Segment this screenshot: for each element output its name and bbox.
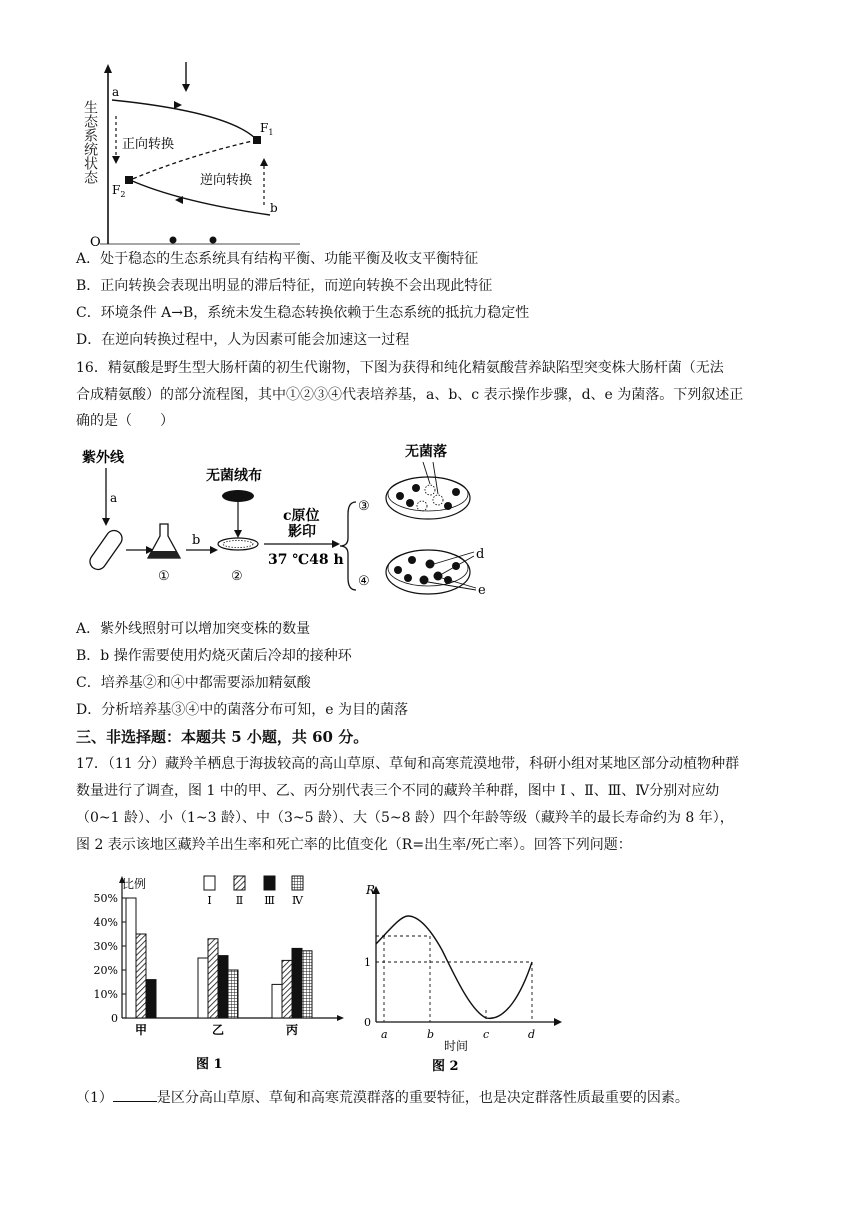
fig1-legend-label: Ⅱ bbox=[235, 894, 244, 907]
uv-label: 紫外线 bbox=[82, 450, 124, 466]
origin-label: O bbox=[90, 235, 101, 246]
q16-option-a: A．紫外线照射可以增加突变株的数量 bbox=[76, 621, 311, 637]
fig1-bar-乙-Ⅱ bbox=[208, 939, 218, 1018]
fig2-title: 图 2 bbox=[432, 1059, 459, 1074]
fig1-bar-甲-Ⅱ bbox=[136, 934, 146, 1018]
fig1-bar-乙-Ⅳ bbox=[228, 970, 238, 1018]
fig2-ylabel: R bbox=[366, 883, 376, 897]
fig1-ylabel: 比例 bbox=[122, 877, 147, 891]
fig1-category-label: 丙 bbox=[285, 1023, 299, 1037]
fig1-legend-swatch bbox=[264, 876, 275, 890]
fig1-ytick: 20% bbox=[93, 964, 118, 977]
fig1-legend-swatch bbox=[292, 876, 303, 890]
fig1-category-label: 甲 bbox=[134, 1023, 148, 1037]
fig2-xtick-a: a bbox=[381, 1028, 388, 1041]
fig1-legend-label: Ⅲ bbox=[264, 894, 275, 907]
medium-4-label: ④ bbox=[358, 574, 370, 589]
q15-option-b: B．正向转换会表现出明显的滞后特征，而逆向转换不会出现此特征 bbox=[76, 278, 493, 294]
step-c-label-2: 影印 bbox=[288, 524, 316, 540]
fig1-category-label: 乙 bbox=[211, 1023, 225, 1037]
fig1-bar-丙-Ⅳ bbox=[302, 951, 312, 1018]
q17-stem-line-4: 图 2 表示该地区藏羚羊出生率和死亡率的比值变化（R=出生率/死亡率）。回答下列问题： bbox=[76, 837, 632, 853]
label-b: b bbox=[270, 201, 278, 215]
answer-blank[interactable] bbox=[113, 1087, 157, 1102]
q16-stem-line-1: 16．精氨酸是野生型大肠杆菌的初生代谢物，下图为获得和纯化精氨酸营养缺陷型突变株大肠杆菌（无法 bbox=[76, 360, 724, 376]
fig1-bar-丙-Ⅲ bbox=[292, 948, 302, 1018]
medium-2-label: ② bbox=[231, 569, 243, 584]
label-a: a bbox=[112, 85, 120, 99]
q16-flow-figure bbox=[78, 440, 508, 610]
section-heading: 三、非选择题：本题共 5 小题，共 60 分。 bbox=[76, 728, 369, 746]
fig1-ytick: 50% bbox=[93, 892, 118, 905]
fig1-bar-丙-Ⅱ bbox=[282, 960, 292, 1018]
q15-option-a: A．处于稳态的生态系统具有结构平衡、功能平衡及收支平衡特征 bbox=[76, 251, 479, 267]
step-c-label-1: c原位 bbox=[283, 508, 320, 524]
no-colony-label: 无菌落 bbox=[405, 444, 447, 460]
step-a-label: a bbox=[110, 491, 118, 505]
velvet-label: 无菌绒布 bbox=[206, 468, 262, 484]
fig2-ytick-1: 1 bbox=[364, 956, 371, 969]
label-f2: $F_2$ bbox=[112, 183, 126, 199]
label-f1: $F_1$ bbox=[260, 121, 274, 137]
q17-stem-line-2: 数量进行了调查，图 1 中的甲、乙、丙分别代表三个不同的藏羚羊种群，图中 Ⅰ 、Ⅱ、Ⅲ、Ⅳ分别对应幼 bbox=[76, 783, 720, 799]
fig1-ytick: 10% bbox=[93, 988, 118, 1001]
colony-e-label: e bbox=[478, 583, 486, 598]
fig1-bar-乙-Ⅲ bbox=[218, 956, 228, 1018]
fig1-title: 图 1 bbox=[196, 1057, 223, 1072]
fig1-legend-label: Ⅰ bbox=[207, 894, 212, 907]
fig1-legend-swatch bbox=[204, 876, 215, 890]
fig1-legend-swatch bbox=[234, 876, 245, 890]
fig1-bar-甲-Ⅰ bbox=[126, 898, 136, 1018]
fig1-bar-乙-Ⅰ bbox=[198, 958, 208, 1018]
q17-stem-line-1: 17．（11 分）藏羚羊栖息于海拔较高的高山草原、草甸和高寒荒漠地带，科研小组对某地区部分动植物种群 bbox=[76, 756, 740, 772]
fig2-xtick-d: d bbox=[528, 1028, 536, 1041]
q16-stem-line-2: 合成精氨酸）的部分流程图，其中①②③④代表培养基，a、b、c 表示操作步骤，d、e 为菌落。下列叙述正 bbox=[76, 387, 744, 403]
q17-sub1-text: 是区分高山草原、草甸和高寒荒漠群落的重要特征，也是决定群落性质最重要的因素。 bbox=[156, 1090, 689, 1106]
fig1-bar-甲-Ⅲ bbox=[146, 980, 156, 1018]
fig1-ytick: 40% bbox=[93, 916, 118, 929]
ecosystem-state-figure bbox=[70, 60, 300, 246]
r-curve bbox=[376, 916, 532, 1018]
q16-option-c: C．培养基②和④中都需要添加精氨酸 bbox=[76, 675, 311, 691]
q16-stem-line-3: 确的是（ ） bbox=[76, 413, 174, 429]
medium-1-label: ① bbox=[158, 569, 170, 584]
medium-3-label: ③ bbox=[358, 499, 370, 514]
q16-option-d: D．分析培养基③④中的菌落分布可知，e 为目的菌落 bbox=[76, 702, 408, 718]
ecosystem-ylabel: 生态系统状态 bbox=[82, 100, 98, 184]
fig2-xtick-c: c bbox=[483, 1028, 490, 1041]
fig1-bar-丙-Ⅰ bbox=[272, 984, 282, 1018]
reverse-label: 逆向转换 bbox=[200, 173, 253, 188]
q15-option-c: C．环境条件 A→B，系统未发生稳态转换依赖于生态系统的抵抗力稳定性 bbox=[76, 305, 530, 321]
fig1-legend-label: Ⅳ bbox=[292, 894, 303, 907]
age-structure-bar-chart bbox=[78, 866, 348, 1076]
q15-option-d: D．在逆向转换过程中，人为因素可能会加速这一过程 bbox=[76, 332, 410, 348]
fig2-xlabel: 时间 bbox=[444, 1039, 469, 1053]
fig2-xtick-b: b bbox=[427, 1028, 435, 1041]
q17-sub1-prefix: （1） bbox=[76, 1090, 113, 1106]
q17-stem-line-3: （0~1 龄）、小（1~3 龄）、中（3~5 龄）、大（5~8 龄）四个年龄等级（藏羚羊的最长寿命约为 8 年）， bbox=[76, 810, 734, 826]
q17-sub1 bbox=[76, 1087, 689, 1108]
q16-option-b: B．b 操作需要使用灼烧灭菌后冷却的接种环 bbox=[76, 648, 352, 664]
r-ratio-line-chart bbox=[346, 880, 576, 1080]
fig1-ytick: 0 bbox=[111, 1012, 118, 1025]
forward-label: 正向转换 bbox=[122, 137, 175, 152]
colony-d-label: d bbox=[476, 547, 485, 562]
condition-label: 37 ℃48 h bbox=[268, 552, 344, 568]
step-b-label: b bbox=[192, 533, 201, 548]
fig1-ytick: 30% bbox=[93, 940, 118, 953]
fig2-origin: 0 bbox=[364, 1016, 371, 1029]
